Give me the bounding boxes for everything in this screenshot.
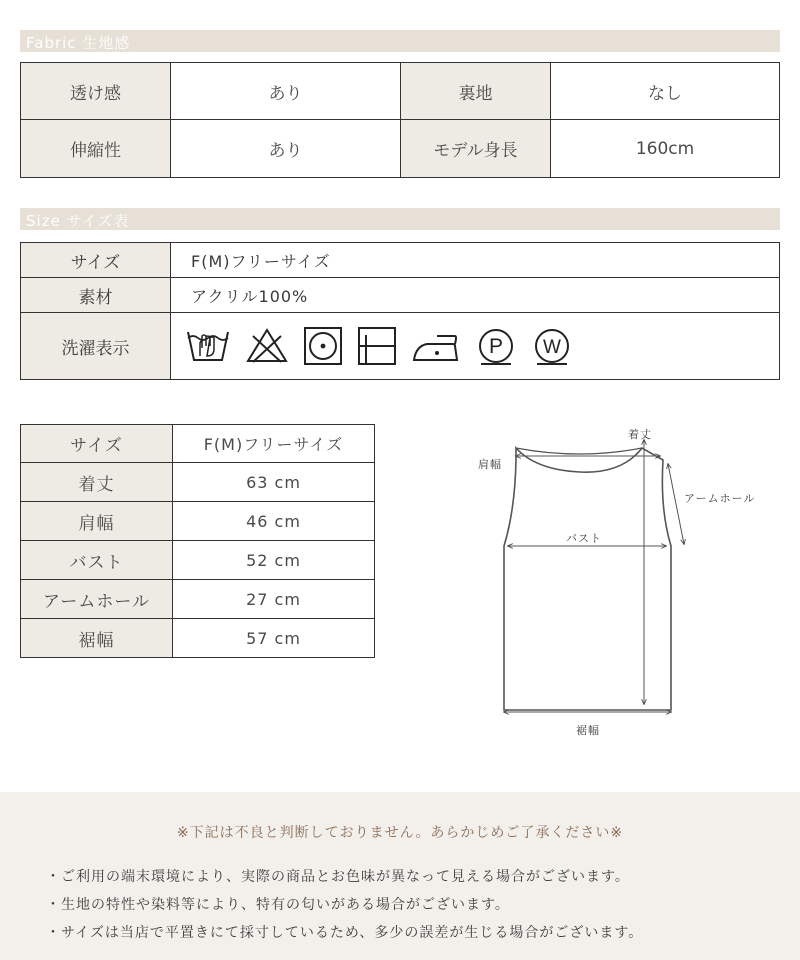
measurement-value: 63 cm	[173, 463, 375, 501]
fabric-label-cell: 裏地	[401, 63, 551, 119]
measurement-label: バスト	[21, 541, 173, 579]
garment-outline	[470, 420, 780, 750]
fabric-row	[21, 63, 779, 120]
fabric-label-cell: 伸縮性	[21, 120, 171, 177]
care-row	[21, 313, 779, 379]
material-label: 素材	[21, 278, 171, 312]
measurement-header-label: サイズ	[21, 425, 173, 462]
measurement-value: 52 cm	[173, 541, 375, 579]
size-value: F(M)フリーサイズ	[191, 251, 331, 271]
fabric-value-cell: なし	[648, 83, 682, 104]
fabric-row	[21, 120, 779, 177]
size-label: サイズ	[21, 243, 171, 277]
measurement-header-row	[20, 424, 375, 463]
diagram-label-length: 着丈	[628, 428, 652, 441]
fabric-section-header	[20, 30, 780, 52]
fabric-section-title: Fabric 生地感	[26, 34, 131, 52]
measurement-row	[20, 580, 375, 619]
wet-clean-letter: W	[543, 337, 561, 358]
line-dry-shade-icon	[357, 326, 397, 366]
iron-low-icon	[411, 326, 461, 366]
measurement-row	[20, 619, 375, 658]
notice-item: ・サイズは当店で平置きにて採寸しているため、多少の誤差が生じる場合がございます。	[46, 925, 644, 941]
measurement-row	[20, 541, 375, 580]
measurement-value: 57 cm	[173, 619, 375, 657]
measurement-label: 裾幅	[21, 619, 173, 657]
measurement-value: 46 cm	[173, 502, 375, 540]
notice-item: ・ご利用の端末環境により、実際の商品とお色味が異なって見える場合がございます。	[46, 869, 630, 885]
size-row	[21, 243, 779, 278]
material-row	[21, 278, 779, 313]
size-info-table	[20, 242, 780, 380]
notice-panel	[0, 792, 800, 960]
fabric-label-cell: モデル身長	[401, 120, 551, 177]
garment-diagram	[470, 420, 780, 750]
measurement-value: 27 cm	[173, 580, 375, 618]
measurement-table	[20, 424, 375, 658]
measurement-header-value: F(M)フリーサイズ	[173, 425, 375, 462]
dry-clean-letter: P	[488, 335, 504, 358]
measurement-label: アームホール	[21, 580, 173, 618]
dry-clean-p-icon	[475, 326, 517, 366]
care-label: 洗濯表示	[21, 313, 171, 379]
measurement-label: 肩幅	[21, 502, 173, 540]
diagram-label-shoulder: 肩幅	[478, 458, 502, 471]
no-bleach-icon	[245, 326, 289, 366]
diagram-label-bust: バスト	[566, 532, 602, 545]
diagram-label-hem: 裾幅	[576, 724, 600, 737]
diagram-label-armhole: アームホール	[684, 492, 756, 505]
fabric-value-cell: 160cm	[635, 138, 695, 159]
fabric-value-cell: あり	[171, 63, 401, 119]
measurement-label: 着丈	[21, 463, 173, 501]
wet-clean-w-icon	[531, 326, 573, 366]
notice-title: ※下記は不良と判断しておりません。あらかじめご了承ください※	[176, 825, 624, 841]
material-value: アクリル100%	[191, 286, 309, 306]
fabric-label-cell: 透け感	[21, 63, 171, 119]
measurement-row	[20, 463, 375, 502]
hand-wash-icon	[185, 326, 231, 366]
notice-item: ・生地の特性や染料等により、特有の匂いがある場合がございます。	[46, 897, 510, 913]
measurement-row	[20, 502, 375, 541]
size-section-title: Size サイズ表	[26, 212, 130, 230]
fabric-table	[20, 62, 780, 178]
care-icons	[171, 313, 573, 379]
tumble-dry-icon	[303, 326, 343, 366]
fabric-value-cell: あり	[171, 120, 401, 177]
size-section-header	[20, 208, 780, 230]
